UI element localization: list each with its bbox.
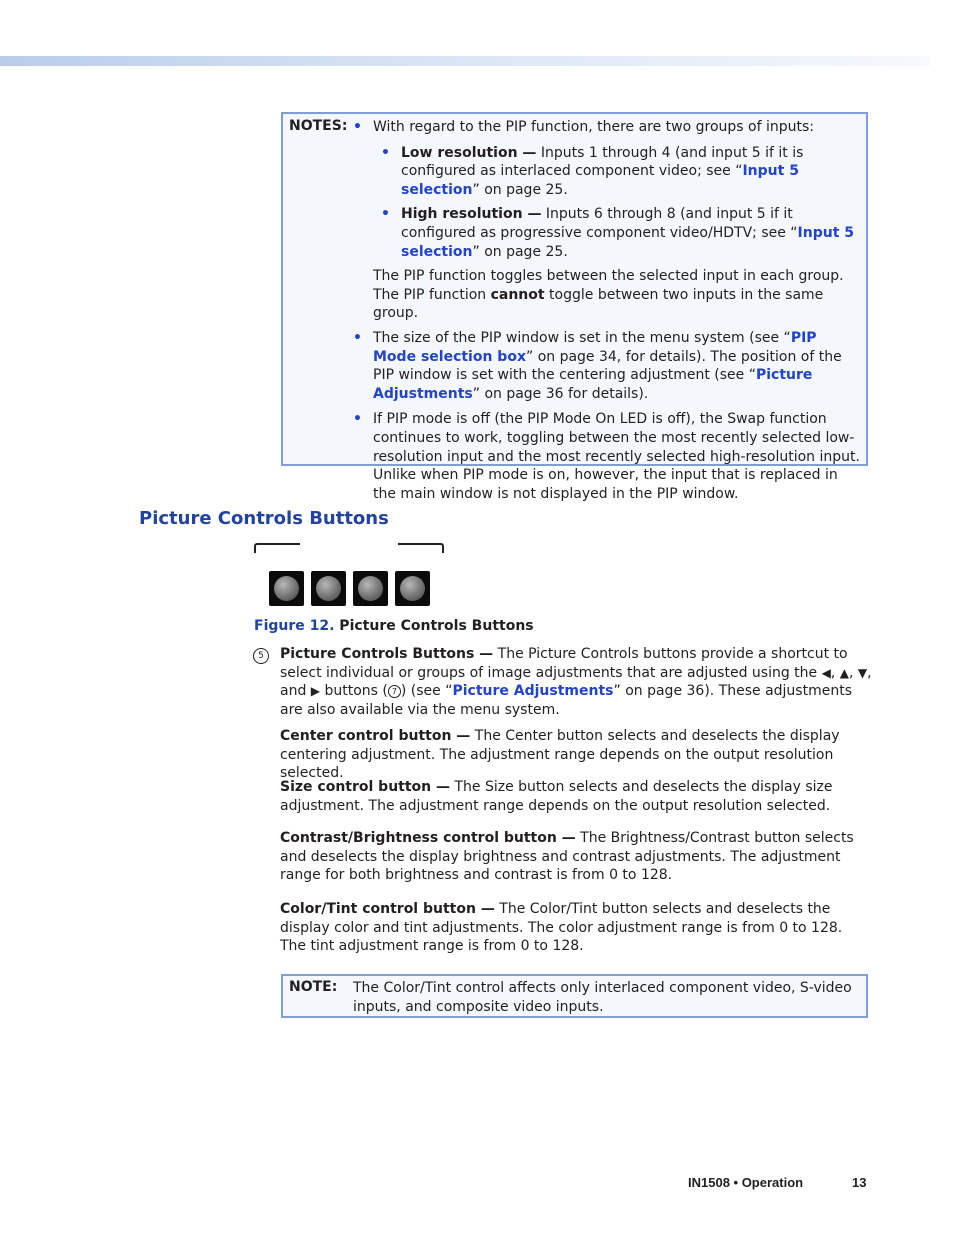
note-bullet-swap: [353, 410, 863, 503]
item-text: buttons (: [320, 683, 388, 700]
low-resolution-title: Low resolution —: [401, 144, 537, 161]
picture-adjustments-link[interactable]: Picture Adjustments: [373, 367, 813, 402]
size-control-button[interactable]: [311, 571, 346, 606]
size-control-paragraph: [280, 778, 872, 815]
note-subbullet-low-resolution: [381, 144, 863, 200]
color-tint-control-button[interactable]: [395, 571, 430, 606]
item-title: Color/Tint control button —: [280, 901, 495, 917]
note-bullet-pip-groups: [353, 118, 863, 137]
input5-selection-link[interactable]: Input 5 selection: [401, 224, 855, 260]
note-label: NOTE:: [289, 979, 338, 995]
picture-controls-paragraph: [280, 645, 872, 719]
arrow-down-icon: ▼: [857, 665, 868, 680]
note-bullet-pip-window: [353, 329, 863, 403]
separator: ,: [849, 664, 858, 681]
section-heading: Picture Controls Buttons: [139, 508, 389, 529]
center-control-button[interactable]: [269, 571, 304, 606]
note-text: ” on page 25.: [472, 243, 568, 260]
note-toggle-paragraph: [353, 267, 863, 323]
button-knob-icon: [316, 576, 341, 601]
note-text: With regard to the PIP function, there are two groups of inputs:: [373, 119, 814, 135]
note-text: Inputs 1 through 4 (and input 5 if it is configured as interlaced component video; see “: [401, 144, 804, 180]
separator: ,: [830, 664, 840, 681]
item-text: The Center button selects and deselects the display centering adjustment. The adjustment range depends on the output resolution selected.: [280, 728, 840, 782]
separator: , and: [280, 664, 872, 700]
callout-number-icon: 5: [253, 648, 269, 664]
notes-box: [281, 112, 868, 502]
bullet-icon: •: [381, 206, 390, 223]
note-text: The PIP function toggles between the selected input in each group. The PIP function: [373, 268, 844, 303]
figure-number: Figure 12.: [254, 618, 335, 634]
pip-mode-selection-link[interactable]: PIP Mode selection box: [373, 329, 817, 365]
footer-page-number: 13: [852, 1175, 867, 1190]
item-title: Center control button —: [280, 728, 471, 744]
header-band: [0, 56, 930, 66]
note-bold-cannot: cannot: [490, 286, 545, 303]
note-text: The Color/Tint control affects only interlaced component video, S-video inputs, and composite video inputs.: [353, 980, 852, 1015]
figure-title: Picture Controls Buttons: [334, 618, 534, 634]
note-text: ” on page 34, for details). The position of the PIP window is set with the centering adjustment (see “: [373, 348, 842, 384]
item-title: Size control button —: [280, 779, 451, 795]
figure-bracket-left: [254, 543, 300, 553]
contrast-control-paragraph: [280, 829, 872, 885]
item-text: ” on page 36). These adjustments are also available via the menu system.: [280, 683, 852, 718]
item-text: The Brightness/Contrast button selects and deselects the display brightness and contrast adjustments. The adjustment range for both brightness and contrast is from 0 to 128.: [280, 830, 854, 884]
item-text: The Size button selects and deselects the display size adjustment. The adjustment range depends on the output resolution selected.: [280, 779, 833, 814]
contrast-brightness-control-button[interactable]: [353, 571, 388, 606]
bullet-icon: •: [353, 329, 362, 346]
notes-label: NOTES:: [289, 118, 348, 134]
figure-bracket-right: [398, 543, 444, 553]
note-text: ” on page 25.: [472, 181, 568, 198]
arrow-left-icon: ◀: [821, 665, 831, 680]
color-tint-control-paragraph: [280, 900, 872, 956]
note-text: If PIP mode is off (the PIP Mode On LED is off), the Swap function continues to work, toggling between the most recently selected low-resolution input and the most recently selected high-resolution input. Unlike when PIP mode is on, however, the input that is replaced in the main window is not displayed in the PIP window.: [373, 411, 860, 502]
bullet-icon: •: [381, 144, 390, 161]
note-box: [281, 974, 868, 1018]
input5-selection-link[interactable]: Input 5 selection: [401, 163, 799, 198]
figure-caption: [254, 618, 534, 634]
center-control-paragraph: [280, 727, 872, 783]
high-resolution-title: High resolution —: [401, 206, 542, 223]
bullet-icon: •: [353, 411, 362, 428]
item-text: The Color/Tint button selects and deselects the display color and tint adjustments. The color adjustment range is from 0 to 128. The tint adjustment range is from 0 to 128.: [280, 901, 843, 955]
note-subbullet-high-resolution: [381, 205, 863, 261]
note-text: ” on page 36 for details).: [472, 385, 649, 402]
arrow-up-icon: ▲: [839, 665, 849, 680]
bullet-icon: •: [353, 119, 362, 135]
note-text: The size of the PIP window is set in the menu system (see “: [373, 329, 791, 346]
callout-7-icon: 7: [388, 685, 401, 698]
item-title: Picture Controls Buttons —: [280, 646, 494, 662]
item-text: The Picture Controls buttons provide a shortcut to select individual or groups of image adjustments that are adjusted using the: [280, 646, 848, 681]
note-text: toggle between two inputs in the same group.: [373, 286, 824, 322]
item-text: ) (see “: [400, 683, 453, 700]
notes-content: [353, 118, 863, 503]
note-text: Inputs 6 through 8 (and input 5 if it configured as progressive component video/HDTV; see “: [401, 206, 798, 241]
picture-adjustments-link[interactable]: Picture Adjustments: [452, 683, 614, 700]
button-knob-icon: [358, 576, 383, 601]
arrow-right-icon: ▶: [310, 684, 321, 699]
button-knob-icon: [274, 576, 299, 601]
button-knob-icon: [400, 576, 425, 601]
item-title: Contrast/Brightness control button —: [280, 830, 576, 846]
footer-doc-title: IN1508 • Operation: [688, 1175, 804, 1190]
